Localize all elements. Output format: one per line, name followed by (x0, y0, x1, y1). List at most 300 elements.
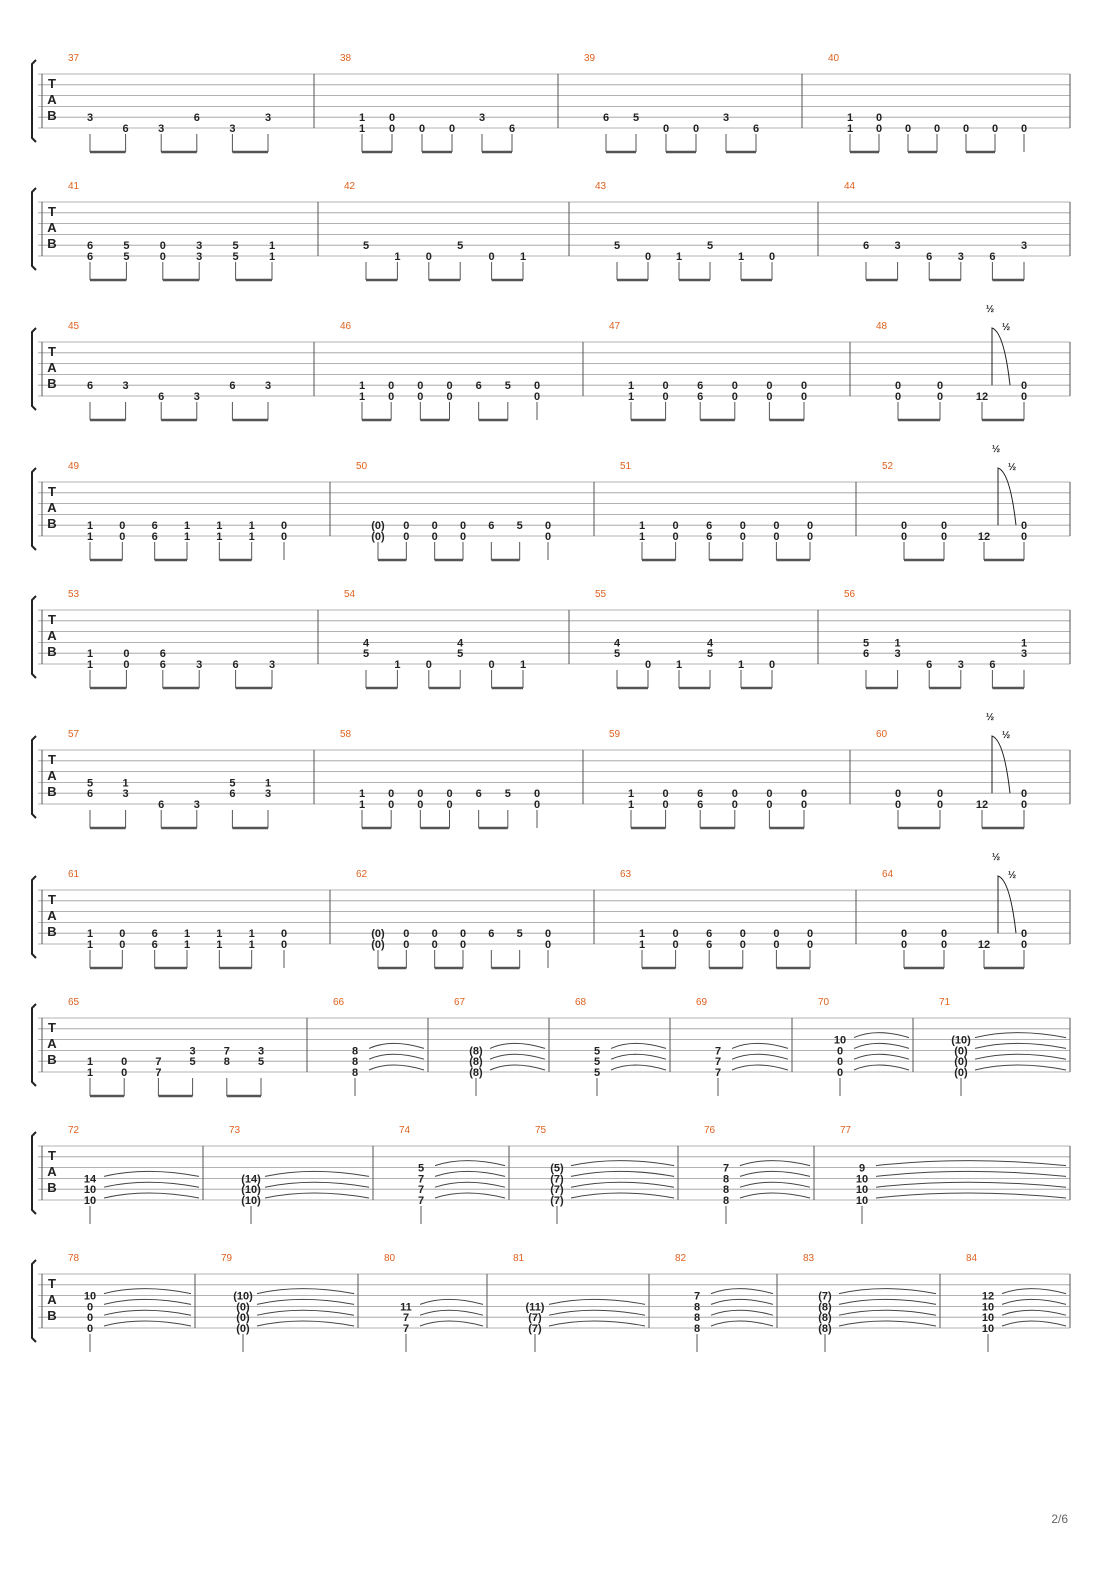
fret-number: 8 (351, 1045, 359, 1058)
bend-arrow (998, 876, 1016, 933)
fret-number: 1 (248, 531, 255, 543)
fret-number: 6 (706, 531, 713, 543)
fret-number: 0 (773, 531, 780, 543)
fret-number: (8) (469, 1067, 483, 1079)
fret-number: 0 (388, 123, 396, 135)
fret-number: 0 (773, 928, 780, 941)
fret-number: 6 (158, 799, 165, 811)
tie-arc (104, 1193, 199, 1198)
fret-number: 0 (544, 939, 552, 951)
measure-number: 59 (609, 729, 621, 740)
tie-arc (854, 1033, 909, 1038)
fret-number: 0 (768, 659, 776, 671)
fret-number: 7 (722, 1162, 730, 1175)
tie-arc (854, 1043, 909, 1048)
fret-number: 1 (86, 939, 94, 951)
fret-number: 0 (875, 123, 883, 135)
tab-clef-letter: T (48, 76, 56, 91)
fret-number: 3 (122, 380, 129, 393)
fret-number: 3 (122, 788, 129, 801)
measure-number: 62 (356, 869, 368, 880)
measure-number: 64 (882, 869, 894, 880)
fret-number: 10 (83, 1290, 97, 1303)
tie-arc (711, 1299, 773, 1304)
fret-number: 0 (692, 123, 700, 135)
tie-arc (1002, 1299, 1066, 1304)
fret-number: 5 (613, 240, 621, 253)
tie-arc (876, 1171, 1066, 1176)
fret-number: 12 (977, 531, 991, 543)
tab-clef-letter: T (48, 204, 56, 219)
fret-number: 0 (936, 391, 944, 403)
tab-clef-letter: A (47, 360, 57, 375)
fret-number: 0 (936, 799, 944, 811)
tab-clef-letter: A (47, 628, 57, 643)
fret-number: 0 (448, 123, 456, 135)
fret-number: 0 (403, 928, 410, 941)
tab-clef-letter: B (47, 1180, 57, 1195)
fret-number: 1 (846, 112, 854, 125)
measure-number: 42 (344, 181, 356, 192)
tab-clef-letter: T (48, 1020, 56, 1035)
fret-number: 0 (662, 380, 669, 393)
release-label: ½ (1007, 870, 1017, 881)
fret-number: 5 (516, 520, 523, 533)
fret-number: 6 (158, 391, 165, 403)
tab-clef-letter: T (48, 892, 56, 907)
fret-number: 0 (459, 928, 467, 941)
fret-number: 0 (900, 520, 908, 533)
measure-number: 50 (356, 461, 368, 472)
fret-number: 11 (400, 1301, 412, 1314)
fret-number: 10 (83, 1184, 97, 1197)
tie-arc (876, 1193, 1066, 1198)
fret-number: 5 (593, 1045, 601, 1058)
fret-number: 0 (672, 939, 679, 951)
fret-number: 5 (706, 240, 714, 253)
tie-arc (435, 1161, 505, 1166)
fret-number: 0 (739, 939, 746, 951)
fret-number: 0 (86, 1301, 94, 1314)
fret-number: 1 (394, 659, 401, 671)
fret-number: 6 (86, 380, 94, 393)
tie-arc (711, 1321, 773, 1326)
fret-number: 1 (627, 391, 635, 403)
measure-number: 84 (966, 1253, 978, 1264)
fret-number: 1 (519, 251, 527, 263)
fret-number: 7 (223, 1045, 230, 1058)
measure-number: 79 (221, 1253, 233, 1264)
tie-arc (571, 1193, 674, 1198)
fret-number: 0 (773, 939, 780, 951)
fret-number: 0 (459, 939, 467, 951)
fret-number: 3 (264, 380, 272, 393)
fret-number: 10 (981, 1323, 995, 1335)
fret-number: (0) (371, 531, 385, 543)
fret-number: (7) (528, 1323, 542, 1335)
measure-number: 58 (340, 729, 352, 740)
fret-number: 0 (533, 380, 541, 393)
fret-number: 0 (806, 520, 814, 533)
fret-number: 6 (86, 788, 94, 801)
fret-number: 6 (86, 240, 94, 253)
fret-number: 6 (229, 380, 236, 393)
fret-number: 0 (766, 799, 773, 811)
release-label: ½ (1001, 730, 1011, 741)
fret-number: 12 (981, 1290, 995, 1303)
fret-number: 6 (697, 799, 704, 811)
fret-number: 0 (280, 928, 288, 941)
tie-arc (975, 1033, 1066, 1038)
fret-number: 0 (388, 788, 395, 801)
tab-clef-letter: A (47, 1036, 57, 1051)
tie-arc (854, 1054, 909, 1059)
tie-arc (839, 1310, 936, 1315)
tie-arc (104, 1299, 191, 1304)
fret-number: (11) (525, 1301, 545, 1314)
fret-number: 6 (488, 520, 495, 533)
tie-arc (104, 1310, 191, 1315)
release-label: ½ (1007, 462, 1017, 473)
fret-number: 0 (119, 939, 126, 951)
fret-number: 0 (417, 380, 424, 393)
fret-number: 1 (358, 788, 366, 801)
tie-arc (257, 1310, 354, 1315)
fret-number: 6 (926, 659, 933, 671)
fret-number: 3 (957, 659, 964, 671)
fret-number: 0 (836, 1067, 844, 1079)
fret-number: 7 (417, 1173, 425, 1186)
measure-number: 44 (844, 181, 856, 192)
fret-number: (0) (954, 1056, 968, 1069)
measure-number: 43 (595, 181, 607, 192)
fret-number: 1 (216, 939, 223, 951)
fret-number: 0 (875, 112, 883, 125)
fret-number: 3 (264, 112, 272, 125)
measure-number: 37 (68, 53, 80, 64)
bend-label: ½ (985, 712, 995, 723)
fret-number: 1 (86, 928, 94, 941)
fret-number: 1 (358, 380, 366, 393)
fret-number: 0 (940, 531, 948, 543)
fret-number: 1 (216, 928, 223, 941)
tab-clef-letter: B (47, 644, 57, 659)
fret-number: 4 (457, 637, 464, 650)
fret-number: 0 (800, 380, 808, 393)
fret-number: 1 (638, 928, 646, 941)
measure-number: 55 (595, 589, 607, 600)
fret-number: 0 (119, 520, 126, 533)
fret-number: 0 (431, 939, 438, 951)
fret-number: 5 (86, 777, 94, 790)
tie-arc (104, 1321, 191, 1326)
measure-number: 41 (68, 181, 80, 192)
tie-arc (265, 1182, 369, 1187)
tab-clef-letter: A (47, 500, 57, 515)
measure-number: 80 (384, 1253, 396, 1264)
measure-number: 63 (620, 869, 632, 880)
fret-number: 3 (257, 1045, 265, 1058)
tie-arc (740, 1193, 810, 1198)
fret-number: 0 (739, 928, 746, 941)
tab-clef-letter: A (47, 908, 57, 923)
fret-number: 5 (417, 1162, 425, 1175)
fret-number: 6 (151, 531, 158, 543)
fret-number: 0 (431, 928, 438, 941)
fret-number: 0 (533, 391, 541, 403)
tie-arc (265, 1193, 369, 1198)
tie-arc (369, 1054, 424, 1059)
fret-number: 6 (232, 659, 239, 671)
fret-number: 12 (975, 799, 989, 811)
release-label: ½ (1001, 322, 1011, 333)
fret-number: 5 (232, 251, 239, 263)
fret-number: 5 (504, 380, 511, 393)
fret-number: 3 (957, 251, 964, 263)
measure-number: 54 (344, 589, 356, 600)
fret-number: 3 (478, 112, 486, 125)
fret-number: 0 (431, 520, 438, 533)
measure-number: 65 (68, 997, 80, 1008)
fret-number: 7 (402, 1323, 410, 1335)
tie-arc (975, 1054, 1066, 1059)
fret-number: 0 (86, 1312, 94, 1325)
fret-number: 0 (119, 928, 126, 941)
fret-number: 3 (1020, 240, 1028, 253)
fret-number: 5 (232, 240, 239, 253)
fret-number: 1 (638, 939, 646, 951)
measure-number: 45 (68, 321, 80, 332)
fret-number: 6 (752, 123, 760, 135)
tab-clef-letter: B (47, 924, 57, 939)
tab-clef-letter: A (47, 92, 57, 107)
fret-number: 6 (475, 788, 482, 801)
fret-number: 1 (846, 123, 854, 135)
tie-arc (104, 1182, 199, 1187)
fret-number: 0 (962, 123, 970, 135)
system-bracket (32, 596, 36, 678)
system-bracket (32, 1260, 36, 1342)
fret-number: 1 (86, 1067, 94, 1079)
fret-number: 0 (940, 928, 948, 941)
fret-number: 0 (644, 659, 652, 671)
measure-number: 51 (620, 461, 632, 472)
fret-number: 4 (362, 637, 370, 650)
tie-arc (611, 1043, 666, 1048)
fret-number: 0 (403, 520, 410, 533)
system-bracket (32, 188, 36, 270)
fret-number: 0 (662, 123, 670, 135)
fret-number: 1 (122, 777, 129, 790)
system-bracket (32, 468, 36, 550)
fret-number: 1 (183, 531, 191, 543)
fret-number: 0 (662, 391, 669, 403)
bend-label: ½ (991, 444, 1001, 455)
measure-number: 73 (229, 1125, 241, 1136)
fret-number: 0 (894, 391, 902, 403)
fret-number: (0) (236, 1301, 250, 1314)
fret-number: (10) (241, 1184, 261, 1197)
fret-number: 0 (800, 788, 808, 801)
fret-number: 10 (83, 1195, 97, 1207)
tie-arc (839, 1321, 936, 1326)
tab-clef-letter: B (47, 376, 57, 391)
fret-number: 0 (662, 788, 669, 801)
fret-number: 0 (417, 799, 424, 811)
measure-number: 75 (535, 1125, 547, 1136)
fret-number: 6 (475, 380, 482, 393)
fret-number: 3 (264, 788, 272, 801)
tie-arc (876, 1161, 1066, 1166)
fret-number: 6 (989, 251, 996, 263)
tie-arc (975, 1065, 1066, 1070)
fret-number: 0 (800, 391, 808, 403)
fret-number: 3 (196, 240, 203, 253)
fret-number: 0 (1020, 380, 1028, 393)
fret-number: 1 (183, 939, 191, 951)
tie-arc (104, 1171, 199, 1176)
fret-number: 8 (223, 1056, 230, 1069)
tie-arc (611, 1065, 666, 1070)
tie-arc (711, 1289, 773, 1294)
fret-number: 3 (229, 123, 236, 135)
tie-arc (975, 1043, 1066, 1048)
tie-arc (104, 1289, 191, 1294)
fret-number: 0 (488, 251, 495, 263)
fret-number: 6 (706, 939, 713, 951)
fret-number: 0 (459, 531, 467, 543)
fret-number: 8 (693, 1312, 701, 1325)
fret-number: 12 (975, 391, 989, 403)
fret-number: (0) (236, 1323, 250, 1335)
fret-number: (5) (550, 1162, 564, 1175)
system-bracket (32, 60, 36, 142)
measure-number: 82 (675, 1253, 687, 1264)
measure-number: 46 (340, 321, 352, 332)
measure-number: 78 (68, 1253, 80, 1264)
measure-number: 53 (68, 589, 80, 600)
fret-number: 0 (123, 648, 130, 661)
fret-number: 3 (894, 648, 901, 661)
fret-number: 0 (806, 928, 814, 941)
fret-number: 0 (459, 520, 467, 533)
fret-number: 0 (900, 928, 908, 941)
bend-label: ½ (985, 304, 995, 315)
fret-number: 0 (280, 531, 288, 543)
tab-clef-letter: B (47, 236, 57, 251)
system-bracket (32, 736, 36, 818)
fret-number: 0 (900, 939, 908, 951)
fret-number: 0 (806, 531, 814, 543)
fret-number: 6 (926, 251, 933, 263)
fret-number: (7) (550, 1195, 564, 1207)
tie-arc (732, 1043, 788, 1048)
fret-number: 6 (151, 928, 158, 941)
fret-number: 1 (358, 123, 366, 135)
tie-arc (420, 1310, 483, 1315)
measure-number: 67 (454, 997, 466, 1008)
tie-arc (839, 1299, 936, 1304)
measure-number: 70 (818, 997, 830, 1008)
fret-number: 0 (1020, 928, 1028, 941)
fret-number: (8) (469, 1056, 483, 1069)
fret-number: (10) (241, 1195, 261, 1207)
bend-arrow (998, 468, 1016, 525)
measure-number: 72 (68, 1125, 80, 1136)
fret-number: 1 (358, 391, 366, 403)
tie-arc (740, 1182, 810, 1187)
fret-number: 6 (159, 648, 166, 661)
fret-number: 0 (739, 520, 746, 533)
tie-arc (732, 1065, 788, 1070)
system-bracket (32, 328, 36, 410)
fret-number: 1 (358, 799, 366, 811)
fret-number: 0 (86, 1323, 94, 1335)
tab-clef-letter: B (47, 516, 57, 531)
fret-number: 3 (196, 659, 203, 671)
fret-number: 0 (123, 659, 130, 671)
fret-number: 7 (693, 1290, 701, 1303)
fret-number: 0 (672, 520, 679, 533)
fret-number: 6 (862, 240, 870, 253)
fret-number: 1 (264, 777, 272, 790)
fret-number: 7 (714, 1067, 722, 1079)
fret-number: 1 (86, 531, 94, 543)
tie-arc (257, 1299, 354, 1304)
fret-number: 0 (425, 251, 432, 263)
fret-number: 1 (216, 520, 223, 533)
fret-number: 0 (662, 799, 669, 811)
fret-number: 6 (697, 788, 704, 801)
fret-number: 5 (362, 648, 370, 661)
measure-number: 56 (844, 589, 856, 600)
measure-number: 60 (876, 729, 888, 740)
fret-number: 0 (806, 939, 814, 951)
fret-number: 3 (193, 799, 200, 811)
fret-number: 0 (672, 531, 679, 543)
tie-arc (369, 1043, 424, 1048)
tie-arc (571, 1161, 674, 1166)
fret-number: 5 (257, 1056, 265, 1069)
fret-number: 0 (1020, 520, 1028, 533)
fret-number: 0 (836, 1056, 844, 1069)
fret-number: 1 (638, 520, 646, 533)
fret-number: 0 (768, 251, 776, 263)
fret-number: 0 (417, 788, 424, 801)
fret-number: (7) (550, 1173, 564, 1186)
fret-number: 10 (833, 1034, 847, 1047)
tab-clef-letter: A (47, 1292, 57, 1307)
fret-number: 4 (706, 637, 714, 650)
tie-arc (265, 1171, 369, 1176)
tie-arc (490, 1043, 545, 1048)
fret-number: 0 (1020, 939, 1028, 951)
fret-number: 0 (936, 788, 944, 801)
fret-number: 1 (248, 520, 255, 533)
tie-arc (711, 1310, 773, 1315)
fret-number: 1 (86, 1056, 94, 1069)
fret-number: 0 (731, 380, 738, 393)
measure-number: 40 (828, 53, 840, 64)
fret-number: 1 (86, 520, 94, 533)
tie-arc (839, 1289, 936, 1294)
tab-clef-letter: A (47, 220, 57, 235)
tab-clef-letter: B (47, 784, 57, 799)
fret-number: 0 (1020, 531, 1028, 543)
measure-number: 52 (882, 461, 894, 472)
fret-number: 6 (706, 520, 713, 533)
fret-number: 0 (544, 520, 552, 533)
